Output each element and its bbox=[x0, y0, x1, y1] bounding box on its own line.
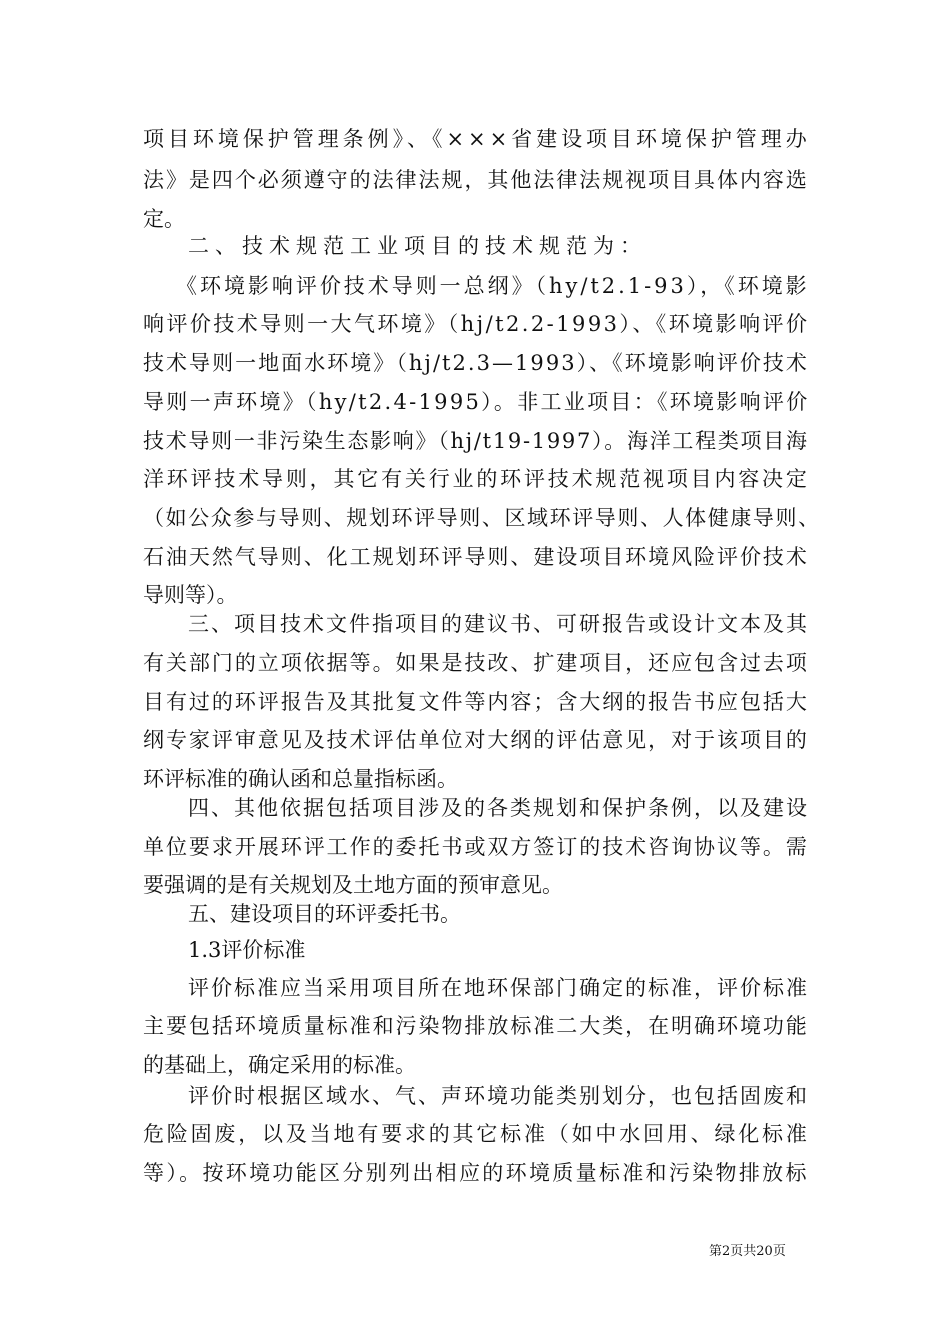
text-line: 主要包括环境质量标准和污染物排放标准二大类，在明确环境功能 bbox=[143, 1014, 809, 1038]
text-line: 的基础上，确定采用的标准。 bbox=[143, 1053, 416, 1077]
text-line: 目有过的环评报告及其批复文件等内容；含大纲的报告书应包括大 bbox=[143, 690, 809, 714]
text-line: 法》是四个必须遵守的法律法规，其他法律法规视项目具体内容选 bbox=[143, 168, 809, 192]
text-line: 《环境影响评价技术导则一总纲》（hy/t2.1-93），《环境影 bbox=[176, 274, 810, 298]
text-line: 有关部门的立项依据等。如果是技改、扩建项目，还应包含过去项 bbox=[143, 651, 809, 675]
text-line: 石油天然气导则、化工规划环评导则、建设项目环境风险评价技术 bbox=[143, 545, 809, 569]
text-line: 五、建设项目的环评委托书。 bbox=[188, 902, 461, 926]
text-line: 要强调的是有关规划及土地方面的预审意见。 bbox=[143, 873, 563, 897]
text-line: 1.3评价标准 bbox=[188, 938, 306, 962]
text-line: 单位要求开展环评工作的委托书或双方签订的技术咨询协议等。需 bbox=[143, 835, 809, 859]
text-line: 洋环评技术导则，其它有关行业的环评技术规范视项目内容决定 bbox=[143, 467, 810, 491]
text-line: 危险固废，以及当地有要求的其它标准（如中水回用、绿化标准 bbox=[143, 1122, 810, 1146]
text-line: 四、其他依据包括项目涉及的各类规划和保护条例，以及建设 bbox=[188, 796, 809, 820]
text-line: 技术导则一地面水环境》（hj/t2.3—1993）、《环境影响评价技术 bbox=[143, 351, 809, 375]
text-line: 项目环境保护管理条例》、《×××省建设项目环境保护管理办 bbox=[143, 127, 811, 151]
text-line: 评价标准应当采用项目所在地环保部门确定的标准，评价标准 bbox=[188, 976, 809, 1000]
text-line: 评价时根据区域水、气、声环境功能类别划分，也包括固废和 bbox=[188, 1084, 809, 1108]
text-line: （如公众参与导则、规划环评导则、区域环评导则、人体健康导则、 bbox=[143, 506, 821, 530]
text-line: 导则等）。 bbox=[143, 583, 238, 607]
text-line: 环评标准的确认函和总量指标函。 bbox=[143, 767, 458, 791]
text-line: 纲专家评审意见及技术评估单位对大纲的评估意见，对于该项目的 bbox=[143, 728, 809, 752]
text-line: 定。 bbox=[143, 207, 185, 231]
text-line: 二、技术规范工业项目的技术规范为： bbox=[188, 234, 647, 258]
text-line: 导则一声环境》（hy/t2.4-1995）。非工业项目：《环境影响评价 bbox=[143, 390, 810, 414]
text-line: 技术导则一非污染生态影响》（hj/t19-1997）。海洋工程类项目海 bbox=[143, 429, 809, 453]
text-line: 响评价技术导则一大气环境》（hj/t2.2-1993）、《环境影响评价 bbox=[143, 312, 810, 336]
page-number: 第2页共20页 bbox=[709, 1244, 786, 1259]
text-line: 三、项目技术文件指项目的建议书、可研报告或设计文本及其 bbox=[188, 612, 809, 636]
text-line: 等）。按环境功能区分别列出相应的环境质量标准和污染物排放标 bbox=[143, 1161, 809, 1185]
